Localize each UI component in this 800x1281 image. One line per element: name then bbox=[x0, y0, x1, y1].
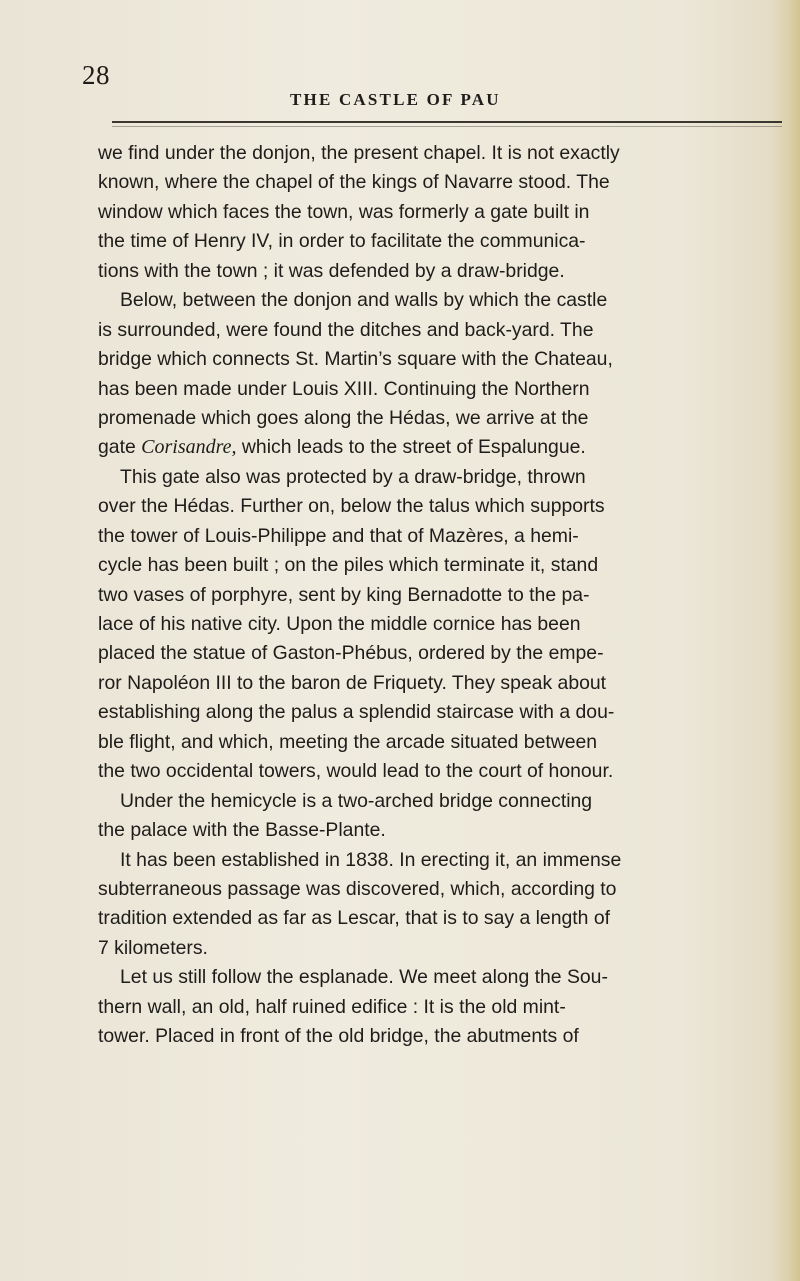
text-line: window which faces the town, was formerly a gate built in bbox=[98, 200, 590, 223]
paragraph-start-line: Let us still follow the esplanade. We meet along the Sou- bbox=[120, 966, 608, 989]
text-line: known, where the chapel of the kings of Navarre stood. The bbox=[98, 171, 610, 194]
paragraph-start-line: Below, between the donjon and walls by which the castle bbox=[120, 289, 608, 312]
text-line: placed the statue of Gaston-Phébus, ordered by the empe- bbox=[98, 642, 604, 665]
text-line: the time of Henry IV, in order to facilitate the communica- bbox=[98, 230, 586, 253]
text-line: has been made under Louis XIII. Continuing the Northern bbox=[98, 377, 590, 400]
text-line: over the Hédas. Further on, below the talus which supports bbox=[98, 495, 605, 518]
text-line: ror Napoléon III to the baron de Friquety. They speak about bbox=[98, 671, 607, 694]
text-line: the palace with the Basse-Plante. bbox=[98, 819, 386, 842]
running-head: THE CASTLE OF PAU bbox=[290, 90, 501, 109]
text-line: tower. Placed in front of the old bridge, the abutments of bbox=[98, 1025, 579, 1048]
text-line: promenade which goes along the Hédas, we arrive at the bbox=[98, 406, 589, 429]
body-text bbox=[98, 139, 800, 1052]
text-line: cycle has been built ; on the piles which terminate it, stand bbox=[98, 554, 599, 577]
text-line: 7 kilometers. bbox=[98, 936, 208, 959]
text-line: two vases of porphyre, sent by king Bernadotte to the pa- bbox=[98, 583, 590, 606]
text-line: the tower of Louis-Philippe and that of Mazères, a hemi- bbox=[98, 524, 579, 547]
text-line: tradition extended as far as Lescar, that is to say a length of bbox=[98, 907, 611, 930]
text-line: is surrounded, were found the ditches and back-yard. The bbox=[98, 318, 594, 341]
text-line: establishing along the palus a splendid staircase with a dou- bbox=[98, 701, 615, 724]
page-number: 28 bbox=[82, 60, 110, 90]
paragraph-start-line: This gate also was protected by a draw-bridge, thrown bbox=[120, 465, 586, 488]
text-line: subterraneous passage was discovered, which, according to bbox=[98, 877, 617, 900]
paragraph-start-line: Under the hemicycle is a two-arched bridge connecting bbox=[120, 789, 593, 812]
text-line: tions with the town ; it was defended by a draw-bridge. bbox=[98, 259, 565, 282]
text-line: thern wall, an old, half ruined edifice : It is the old mint- bbox=[98, 995, 566, 1018]
text-line: bridge which connects St. Martin’s square with the Chateau, bbox=[98, 348, 613, 371]
text-line: lace of his native city. Upon the middle cornice has been bbox=[98, 613, 581, 635]
header-rule bbox=[112, 121, 782, 123]
text-line: we find under the donjon, the present chapel. It is not exactly bbox=[98, 142, 620, 164]
text-segment: which leads to the street of Espalungue. bbox=[236, 436, 586, 459]
italic-name: Corisandre, bbox=[141, 436, 237, 459]
paragraph-start-line: It has been established in 1838. In erecting it, an immense bbox=[120, 848, 622, 871]
text-line-corisandre bbox=[98, 433, 800, 462]
header-rule-thin bbox=[112, 126, 782, 127]
text-segment: gate bbox=[98, 436, 142, 459]
text-line: ble flight, and which, meeting the arcade situated between bbox=[98, 730, 598, 753]
text-line: the two occidental towers, would lead to the court of honour. bbox=[98, 760, 614, 783]
